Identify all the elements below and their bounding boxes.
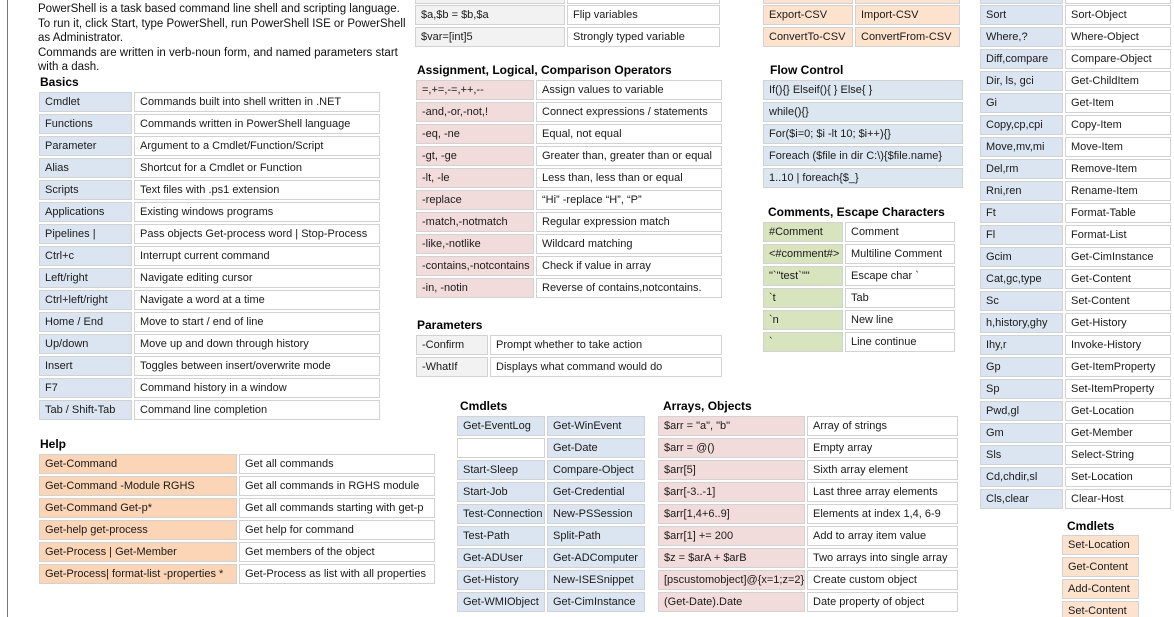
arrays-cell: $arr[5] [658, 460, 805, 480]
aliases-cell: Invoke-History [1065, 335, 1171, 355]
aliases-cell: Format-Table [1065, 203, 1171, 223]
flow-cell: 1..10 | foreach{$_} [763, 168, 963, 188]
comments-cell: Escape char ` [845, 266, 955, 286]
parameters-table [416, 335, 722, 377]
cmdlets_mid-cell: Get-EventLog [457, 416, 545, 436]
cmdlets_mid-cell: Compare-Object [547, 460, 645, 480]
arrays-cell: $arr[1,4+6..9] [658, 504, 805, 524]
help-title: Help [40, 437, 67, 451]
arrays-cell: Empty array [807, 438, 958, 458]
cutoff-row [763, 0, 960, 4]
aliases-cell: Move-Item [1065, 137, 1171, 157]
aliases-cell: Sls [980, 445, 1063, 465]
aliases-cell: Gm [980, 423, 1063, 443]
cmdlets_mid-cell: Get-Credential [547, 482, 645, 502]
aliases-cell: Format-List [1065, 225, 1171, 245]
parameters-title: Parameters [417, 318, 483, 332]
aliases-cell: Cd,chdir,sl [980, 467, 1063, 487]
aliases-cell: Del,rm [980, 159, 1063, 179]
basics-cell: Left/right [39, 268, 132, 288]
aliases-cell: Get-CimInstance [1065, 247, 1171, 267]
aliases-cell: Clear-Host [1065, 489, 1171, 509]
help-cell: Get help for command [239, 520, 435, 540]
operators-cell: -in, -notin [416, 278, 534, 298]
aliases-cell: Copy,cp,cpi [980, 115, 1063, 135]
variables-table [415, 5, 720, 47]
cmdlets-right-title: Cmdlets [1067, 519, 1115, 533]
help-cell: Get-Command -Module RGHS [39, 476, 237, 496]
basics-cell: Existing windows programs [134, 202, 380, 222]
operators-cell: Regular expression match [536, 212, 722, 232]
aliases-cell: Get-Location [1065, 401, 1171, 421]
arrays-cell: Sixth array element [807, 460, 958, 480]
aliases-cell: Rni,ren [980, 181, 1063, 201]
arrays-cell: Add to array item value [807, 526, 958, 546]
aliases-cell: Sc [980, 291, 1063, 311]
aliases-cell: Ft [980, 203, 1063, 223]
flow-title: Flow Control [770, 63, 844, 77]
cmdlets_mid-cell: New-ISESnippet [547, 570, 645, 590]
arrays-cell: [pscustomobject]@{x=1;z=2} [658, 570, 805, 590]
help-cell: Get-Command Get-p* [39, 498, 237, 518]
arrays-cell: Last three array elements [807, 482, 958, 502]
operators-cell: Less than, less than or equal [536, 168, 722, 188]
aliases-cell: Where-Object [1065, 27, 1171, 47]
arrays-cell: Two arrays into single array [807, 548, 958, 568]
cmdlets_mid-cell: Get-WMIObject [457, 592, 545, 612]
aliases-cell: Ihy,r [980, 335, 1063, 355]
cmdlets_mid-cell: Split-Path [547, 526, 645, 546]
aliases-cell: Copy-Item [1065, 115, 1171, 135]
help-cell: Get-Process| format-list -properties * [39, 564, 237, 584]
cmdlets_right-cell: Add-Content [1062, 579, 1139, 599]
comments-cell: "`"test`"" [763, 266, 843, 286]
parameters-cell: Displays what command would do [490, 357, 722, 377]
basics-cell: Alias [39, 158, 132, 178]
help-cell: Get all commands in RGHS module [239, 476, 435, 496]
basics-cell: Up/down [39, 334, 132, 354]
aliases-cell: Fl [980, 225, 1063, 245]
basics-cell: Insert [39, 356, 132, 376]
arrays-cell: $arr[-3..-1] [658, 482, 805, 502]
cmdlets_mid-cell: Get-WinEvent [547, 416, 645, 436]
aliases-cell: h,history,ghy [980, 313, 1063, 333]
csv-cell: ConvertFrom-CSV [855, 27, 960, 47]
comments-cell: ` [763, 332, 843, 352]
variables-cell: Strongly typed variable [567, 27, 720, 47]
basics-cell: Toggles between insert/overwrite mode [134, 356, 380, 376]
cmdlets_mid-cell: Get-ADComputer [547, 548, 645, 568]
basics-cell: Command history in a window [134, 378, 380, 398]
aliases-cell: Where,? [980, 27, 1063, 47]
basics-cell: Tab / Shift-Tab [39, 400, 132, 420]
aliases-cell: Diff,compare [980, 49, 1063, 69]
cmdlets_mid-cell: Test-Path [457, 526, 545, 546]
arrays-cell: $arr[1] += 200 [658, 526, 805, 546]
aliases-cell: Get-Item [1065, 93, 1171, 113]
cmdlets_mid-cell: Test-Connection [457, 504, 545, 524]
basics-title: Basics [40, 75, 79, 89]
basics-cell: Text files with .ps1 extension [134, 180, 380, 200]
operators-cell: “Hi” -replace “H”, “P” [536, 190, 722, 210]
arrays-cell: $z = $arA + $arB [658, 548, 805, 568]
operators-cell: Wildcard matching [536, 234, 722, 254]
help-cell: Get all commands starting with get-p [239, 498, 435, 518]
cmdlets_mid-cell: New-PSSession [547, 504, 645, 524]
arrays-cell: $arr = @() [658, 438, 805, 458]
arrays-cell: Array of strings [807, 416, 958, 436]
cmdlets-mid-title: Cmdlets [460, 399, 508, 413]
basics-cell: Pipelines | [39, 224, 132, 244]
basics-cell: Move up and down through history [134, 334, 380, 354]
aliases-cell: Cls,clear [980, 489, 1063, 509]
operators-cell: -contains,-notcontains [416, 256, 534, 276]
cmdlets_mid-cell: Start-Sleep [457, 460, 545, 480]
help-cell: Get-help get-process [39, 520, 237, 540]
operators-title: Assignment, Logical, Comparison Operators [417, 63, 672, 77]
parameters-cell: -WhatIf [416, 357, 488, 377]
operators-cell: -eq, -ne [416, 124, 534, 144]
basics-cell: Move to start / end of line [134, 312, 380, 332]
help-cell: Get-Process as list with all properties [239, 564, 435, 584]
cmdlets_right-cell: Get-Content [1062, 557, 1139, 577]
operators-cell: -replace [416, 190, 534, 210]
comments-cell: Tab [845, 288, 955, 308]
arrays-cell: Create custom object [807, 570, 958, 590]
csv-cell: ConvertTo-CSV [763, 27, 853, 47]
aliases-cell: Sort-Object [1065, 5, 1171, 25]
arrays-cell: Date property of object [807, 592, 958, 612]
operators-cell: Reverse of contains,notcontains. [536, 278, 722, 298]
cmdlets_mid-cell: Get-Date [547, 438, 645, 458]
aliases-cell: Remove-Item [1065, 159, 1171, 179]
comments-cell: `n [763, 310, 843, 330]
csv-table [763, 5, 960, 47]
cmdlets-right-table [1062, 535, 1139, 617]
operators-cell: Greater than, greater than or equal [536, 146, 722, 166]
arrays-cell: (Get-Date).Date [658, 592, 805, 612]
flow-table [763, 80, 963, 188]
basics-cell: Applications [39, 202, 132, 222]
flow-cell: For($i=0; $i -lt 10; $i++){} [763, 124, 963, 144]
cmdlets-mid-table [457, 416, 645, 612]
operators-cell: Assign values to variable [536, 80, 722, 100]
aliases-cell: Get-Content [1065, 269, 1171, 289]
basics-cell: Parameter [39, 136, 132, 156]
flow-cell: Foreach ($file in dir C:\){$file.name} [763, 146, 963, 166]
basics-cell: Interrupt current command [134, 246, 380, 266]
comments-cell: Comment [845, 222, 955, 242]
aliases-cell: Gcim [980, 247, 1063, 267]
cmdlets_mid-cell: Start-Job [457, 482, 545, 502]
parameters-cell: Prompt whether to take action [490, 335, 722, 355]
comments-table [763, 222, 955, 352]
aliases-cell: Dir, ls, gci [980, 71, 1063, 91]
operators-cell: -match,-notmatch [416, 212, 534, 232]
comments-cell: New line [845, 310, 955, 330]
aliases-cell: Set-Content [1065, 291, 1171, 311]
aliases-cell: Rename-Item [1065, 181, 1171, 201]
arrays-cell: Elements at index 1,4, 6-9 [807, 504, 958, 524]
intro-paragraph-1: PowerShell is a task based command line shell and scripting language. To run it, click Start, type PowerShell, run PowerShell ISE or PowerShell as Administrator. [38, 3, 406, 44]
cmdlets_right-cell: Set-Content [1062, 601, 1139, 617]
aliases-cell: Gi [980, 93, 1063, 113]
basics-cell: Home / End [39, 312, 132, 332]
operators-cell: -like,-notlike [416, 234, 534, 254]
basics-cell: Commands written in PowerShell language [134, 114, 380, 134]
help-table [39, 454, 435, 584]
help-cell: Get-Process | Get-Member [39, 542, 237, 562]
cutoff-row [415, 0, 720, 4]
variables-cell: $var=[int]5 [415, 27, 565, 47]
basics-cell: Pass objects Get-process word | Stop-Process [134, 224, 380, 244]
comments-cell: `t [763, 288, 843, 308]
basics-cell: Ctrl+left/right [39, 290, 132, 310]
aliases-cell: Set-ItemProperty [1065, 379, 1171, 399]
parameters-cell: -Confirm [416, 335, 488, 355]
cmdlets_mid-cell: Get-CimInstance [547, 592, 645, 612]
arrays-table [658, 416, 958, 612]
operators-cell: -gt, -ge [416, 146, 534, 166]
aliases-cell: Gp [980, 357, 1063, 377]
help-cell: Get members of the object [239, 542, 435, 562]
basics-cell: Ctrl+c [39, 246, 132, 266]
intro-text [38, 2, 410, 75]
aliases-cell: Get-Member [1065, 423, 1171, 443]
basics-table [39, 92, 380, 420]
aliases-cell: Sp [980, 379, 1063, 399]
aliases-cell: Get-History [1065, 313, 1171, 333]
help-cell: Get all commands [239, 454, 435, 474]
operators-cell: Equal, not equal [536, 124, 722, 144]
csv-cell: Import-CSV [855, 5, 960, 25]
cutoff-row [980, 0, 1171, 4]
comments-cell: Multiline Comment [845, 244, 955, 264]
cmdlets_mid-cell [457, 438, 545, 458]
aliases-cell: Sort [980, 5, 1063, 25]
comments-cell: #Comment [763, 222, 843, 242]
arrays-cell: $arr = "a", "b" [658, 416, 805, 436]
operators-cell: Connect expressions / statements [536, 102, 722, 122]
basics-cell: Navigate editing cursor [134, 268, 380, 288]
csv-cell: Export-CSV [763, 5, 853, 25]
page-edge-line [7, 0, 8, 617]
variables-cell: Flip variables [567, 5, 720, 25]
operators-table [416, 80, 722, 298]
aliases-cell: Cat,gc,type [980, 269, 1063, 289]
comments-title: Comments, Escape Characters [768, 205, 945, 219]
variables-cell: $a,$b = $b,$a [415, 5, 565, 25]
intro-paragraph-2: Commands are written in verb-noun form, and named parameters start with a dash. [38, 46, 398, 73]
basics-cell: Navigate a word at a time [134, 290, 380, 310]
aliases-table [980, 5, 1171, 509]
basics-cell: Cmdlet [39, 92, 132, 112]
cmdlets_mid-cell: Get-ADUser [457, 548, 545, 568]
comments-cell: <#comment#> [763, 244, 843, 264]
basics-cell: Functions [39, 114, 132, 134]
comments-cell: Line continue [845, 332, 955, 352]
aliases-cell: Select-String [1065, 445, 1171, 465]
aliases-cell: Set-Location [1065, 467, 1171, 487]
basics-cell: Command line completion [134, 400, 380, 420]
basics-cell: Shortcut for a Cmdlet or Function [134, 158, 380, 178]
operators-cell: -and,-or,-not,! [416, 102, 534, 122]
aliases-cell: Move,mv,mi [980, 137, 1063, 157]
aliases-cell: Get-ItemProperty [1065, 357, 1171, 377]
flow-cell: If(){} Elseif(){ } Else{ } [763, 80, 963, 100]
aliases-cell: Pwd,gl [980, 401, 1063, 421]
basics-cell: Commands built into shell written in .NET [134, 92, 380, 112]
aliases-cell: Compare-Object [1065, 49, 1171, 69]
arrays-title: Arrays, Objects [663, 399, 752, 413]
operators-cell: Check if value in array [536, 256, 722, 276]
cmdlets_mid-cell: Get-History [457, 570, 545, 590]
cmdlets_right-cell: Set-Location [1062, 535, 1139, 555]
basics-cell: F7 [39, 378, 132, 398]
flow-cell: while(){} [763, 102, 963, 122]
operators-cell: =,+=,-=,++,-- [416, 80, 534, 100]
help-cell: Get-Command [39, 454, 237, 474]
basics-cell: Scripts [39, 180, 132, 200]
basics-cell: Argument to a Cmdlet/Function/Script [134, 136, 380, 156]
operators-cell: -lt, -le [416, 168, 534, 188]
aliases-cell: Get-ChildItem [1065, 71, 1171, 91]
